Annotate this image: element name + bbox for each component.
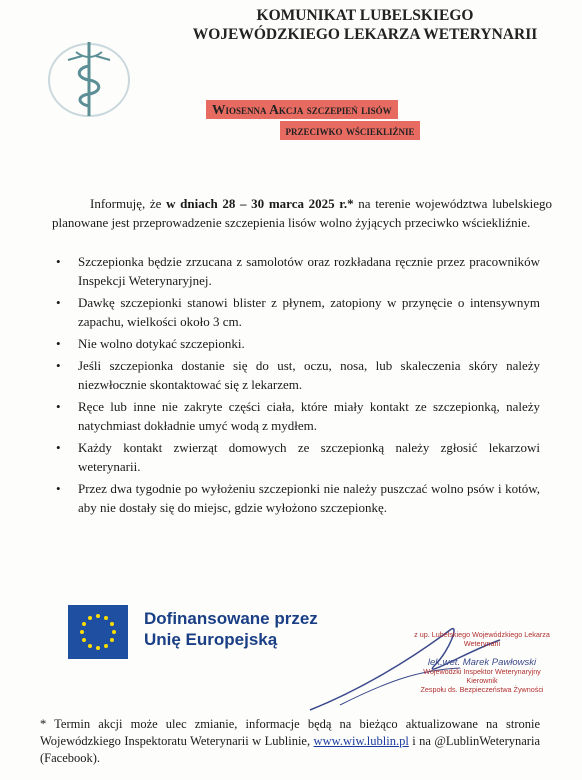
list-item — [52, 252, 540, 290]
footnote-text: * Termin akcji może ulec zmianie, informacje będą na bieżąco aktualizowane na stronie Wojewódzkiego Inspektoratu Weterynarii w Lublinie, — [40, 717, 540, 748]
header-title — [160, 6, 570, 44]
list-item — [52, 479, 540, 517]
bullet-icon: • — [56, 295, 61, 310]
rules-list — [52, 252, 540, 520]
rule-text: Ręce lub inne nie zakryte części ciała, które miały kontakt ze szczepionką, należy natychmiast dokładnie umyć wodą z mydłem. — [78, 399, 540, 433]
rule-text: Każdy kontakt zwierząt domowych ze szczepionką należy zgłosić lekarzowi weterynarii. — [78, 440, 540, 474]
stamp-line-1: z up. Lubelskiego Wojewódzkiego Lekarza Weterynarii — [414, 630, 550, 648]
intro-paragraph — [52, 194, 552, 232]
rule-text: Nie wolno dotykać szczepionki. — [78, 336, 245, 351]
stamp-line-3: Wojewódzki Inspektor Weterynaryjny — [423, 667, 541, 676]
eu-line-2: Unię Europejską — [144, 630, 278, 649]
stamp-line-4: Kierownik — [466, 676, 498, 685]
list-item — [52, 438, 540, 476]
campaign-title — [206, 100, 494, 140]
rule-text: Jeśli szczepionka dostanie się do ust, oczu, nosa, lub skaleczenia skóry należy niezwłocznie skontaktować się z lekarzem. — [78, 358, 540, 392]
footnote — [40, 716, 540, 767]
org-line-2: WOJEWÓDZKIEGO LEKARZA WETERYNARII — [192, 26, 538, 43]
campaign-line-2: przeciwko wściekliźnie — [280, 121, 421, 140]
bullet-icon: • — [56, 254, 61, 269]
list-item — [52, 293, 540, 331]
org-line-1: KOMUNIKAT LUBELSKIEGO — [256, 7, 474, 24]
eu-line-1: Dofinansowane przez — [144, 609, 318, 628]
bullet-icon: • — [56, 358, 61, 373]
rule-text: Szczepionka będzie zrzucana z samolotów oraz rozkładana ręcznie przez pracowników Inspekcji Weterynaryjnej. — [78, 254, 540, 288]
campaign-line-1: Wiosenna Akcja szczepień lisów — [206, 100, 398, 119]
stamp-line-5: Zespołu ds. Bezpieczeństwa Żywności — [420, 685, 544, 694]
bullet-icon: • — [56, 336, 61, 351]
intro-part-1: Informuję, że — [90, 196, 167, 211]
bullet-icon: • — [56, 481, 61, 496]
footnote-text-2: i na @LublinWeterynaria (Facebook). — [40, 734, 540, 765]
bullet-icon: • — [56, 399, 61, 414]
eu-funding-label — [144, 608, 318, 650]
veterinary-caduceus-logo — [46, 38, 132, 118]
eu-flag-icon — [68, 605, 128, 659]
rule-text: Przez dwa tygodnie po wyłożeniu szczepionki nie należy puszczać wolno psów i kotów, aby nie dostały się do miejsc, gdzie wyłożono szczepionkę. — [78, 481, 540, 515]
signatory-name: lek.wet. Marek Pawłowski — [427, 657, 537, 668]
intro-dates: w dniach 28 – 30 marca 2025 r.* — [166, 196, 354, 211]
list-item — [52, 334, 540, 353]
rule-text: Dawkę szczepionki stanowi blister z płynem, zatopiony w przynęcie o intensywnym zapachu, wielkości około 3 cm. — [78, 295, 540, 329]
website-link[interactable]: www.wiw.lublin.pl — [313, 734, 409, 748]
list-item — [52, 356, 540, 394]
bullet-icon: • — [56, 440, 61, 455]
intro-part-2: na terenie województwa lubelskiego planowane jest przeprowadzenie szczepienia lisów wolno żyjących przeciwko wściekliźnie. — [52, 196, 552, 230]
signature-stamp — [398, 630, 566, 694]
list-item — [52, 397, 540, 435]
